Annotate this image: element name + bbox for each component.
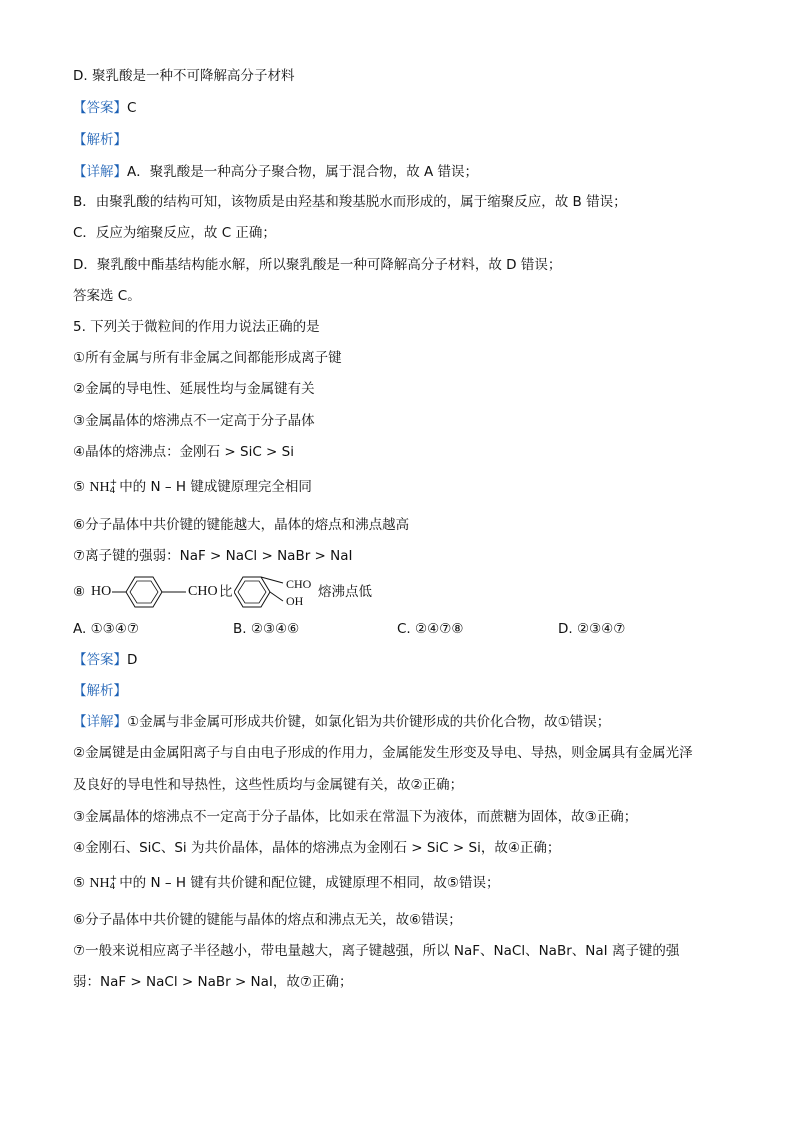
answer-tag: 【答案】 bbox=[73, 100, 127, 116]
analysis-heading-1 bbox=[73, 131, 127, 149]
ho-group: HO bbox=[91, 584, 112, 599]
explain2-line-9: 弱：NaF > NaCl > NaBr > NaI，故⑦正确； bbox=[73, 974, 353, 990]
option-b: B. ②③④⑥ bbox=[233, 621, 300, 637]
benzene-ring-ortho bbox=[234, 572, 286, 612]
analysis-tag-2: 【解析】 bbox=[73, 683, 127, 699]
cho-group-para: CHO bbox=[188, 584, 218, 599]
explain2-line-3: 及良好的导电性和导热性，这些性质均与金属键有关，故②正确； bbox=[73, 777, 464, 793]
explain2-line-7: ⑥分子晶体中共价键的键能与晶体的熔点和沸点无关，故⑥错误； bbox=[73, 912, 462, 928]
compare-word: 比 bbox=[219, 584, 233, 600]
answer-tag-2: 【答案】 bbox=[73, 652, 127, 668]
option-c: C. ②④⑦⑧ bbox=[397, 621, 464, 637]
statement-6: ⑥分子晶体中共价键的键能越大，晶体的熔点和沸点越高 bbox=[73, 517, 410, 533]
option-a: A. ①③④⑦ bbox=[73, 621, 139, 637]
statement-7: ⑦离子键的强弱：NaF > NaCl > NaBr > NaI bbox=[73, 548, 353, 564]
statement-4: ④晶体的熔沸点：金刚石 > SiC > Si bbox=[73, 444, 294, 460]
analysis-heading-2 bbox=[73, 682, 127, 700]
statement-5: ⑤ NH + 4 中的 N – H 键成键原理完全相同 bbox=[73, 478, 312, 496]
option-d: D. ②③④⑦ bbox=[558, 621, 626, 637]
explain2-line-5: ④金刚石、SiC、Si 为共价晶体，晶体的熔沸点为金刚石 > SiC > Si，故④正确； bbox=[73, 840, 561, 856]
explain2-line-4: ③金属晶体的熔沸点不一定高于分子晶体，比如汞在常温下为液体，而蔗糖为固体，故③正确； bbox=[73, 809, 638, 825]
question-5-stem: 5. 下列关于微粒间的作用力说法正确的是 bbox=[73, 319, 320, 335]
answer-line-2: 【答案】D bbox=[73, 652, 138, 668]
explain-line-d: D．聚乳酸中酯基结构能水解，所以聚乳酸是一种可降解高分子材料，故 D 错误； bbox=[73, 257, 562, 273]
explain-line-b: B．由聚乳酸的结构可知，该物质是由羟基和羧基脱水而形成的，属于缩聚反应，故 B 错误； bbox=[73, 194, 627, 210]
analysis-tag: 【解析】 bbox=[73, 132, 127, 148]
answer-choice-line: 答案选 C。 bbox=[73, 288, 141, 304]
option-d-text: D. 聚乳酸是一种不可降解高分子材料 bbox=[73, 68, 295, 84]
explain-line-a: 【详解】A．聚乳酸是一种高分子聚合物，属于混合物，故 A 错误； bbox=[73, 164, 479, 180]
ammonium-ion-2: NH bbox=[89, 876, 110, 891]
detail-tag: 【详解】 bbox=[73, 164, 127, 180]
explain2-line-1: 【详解】①金属与非金属可形成共价键，如氯化铝为共价键形成的共价化合物，故①错误； bbox=[73, 714, 611, 730]
detail-tag-2: 【详解】 bbox=[73, 714, 127, 730]
benzene-ring-para bbox=[112, 572, 188, 612]
explain2-line-8: ⑦一般来说相应离子半径越小，带电量越大，离子键越强，所以 NaF、NaCl、NaBr、NaI 离子键的强 bbox=[73, 943, 680, 959]
cho-group-ortho: CHO bbox=[286, 577, 312, 591]
explain2-line-6: ⑤ NH + 4 中的 N – H 键有共价键和配位键，成键原理不相同，故⑤错误； bbox=[73, 874, 500, 892]
statement-2: ②金属的导电性、延展性均与金属键有关 bbox=[73, 381, 315, 397]
answer-line-1: 【答案】C bbox=[73, 100, 137, 116]
ammonium-ion: NH bbox=[89, 480, 110, 495]
statement-8-num: ⑧ bbox=[73, 584, 86, 600]
oh-group-ortho: OH bbox=[286, 594, 304, 608]
explain2-line-2: ②金属键是由金属阳离子与自由电子形成的作用力，金属能发生形变及导电、导热，则金属具有金属光泽 bbox=[73, 745, 693, 761]
statement-1: ①所有金属与所有非金属之间都能形成离子键 bbox=[73, 350, 342, 366]
statement-3: ③金属晶体的熔沸点不一定高于分子晶体 bbox=[73, 413, 315, 429]
statement-8-tail: 熔沸点低 bbox=[318, 584, 372, 600]
explain-line-c: C．反应为缩聚反应，故 C 正确； bbox=[73, 225, 276, 241]
